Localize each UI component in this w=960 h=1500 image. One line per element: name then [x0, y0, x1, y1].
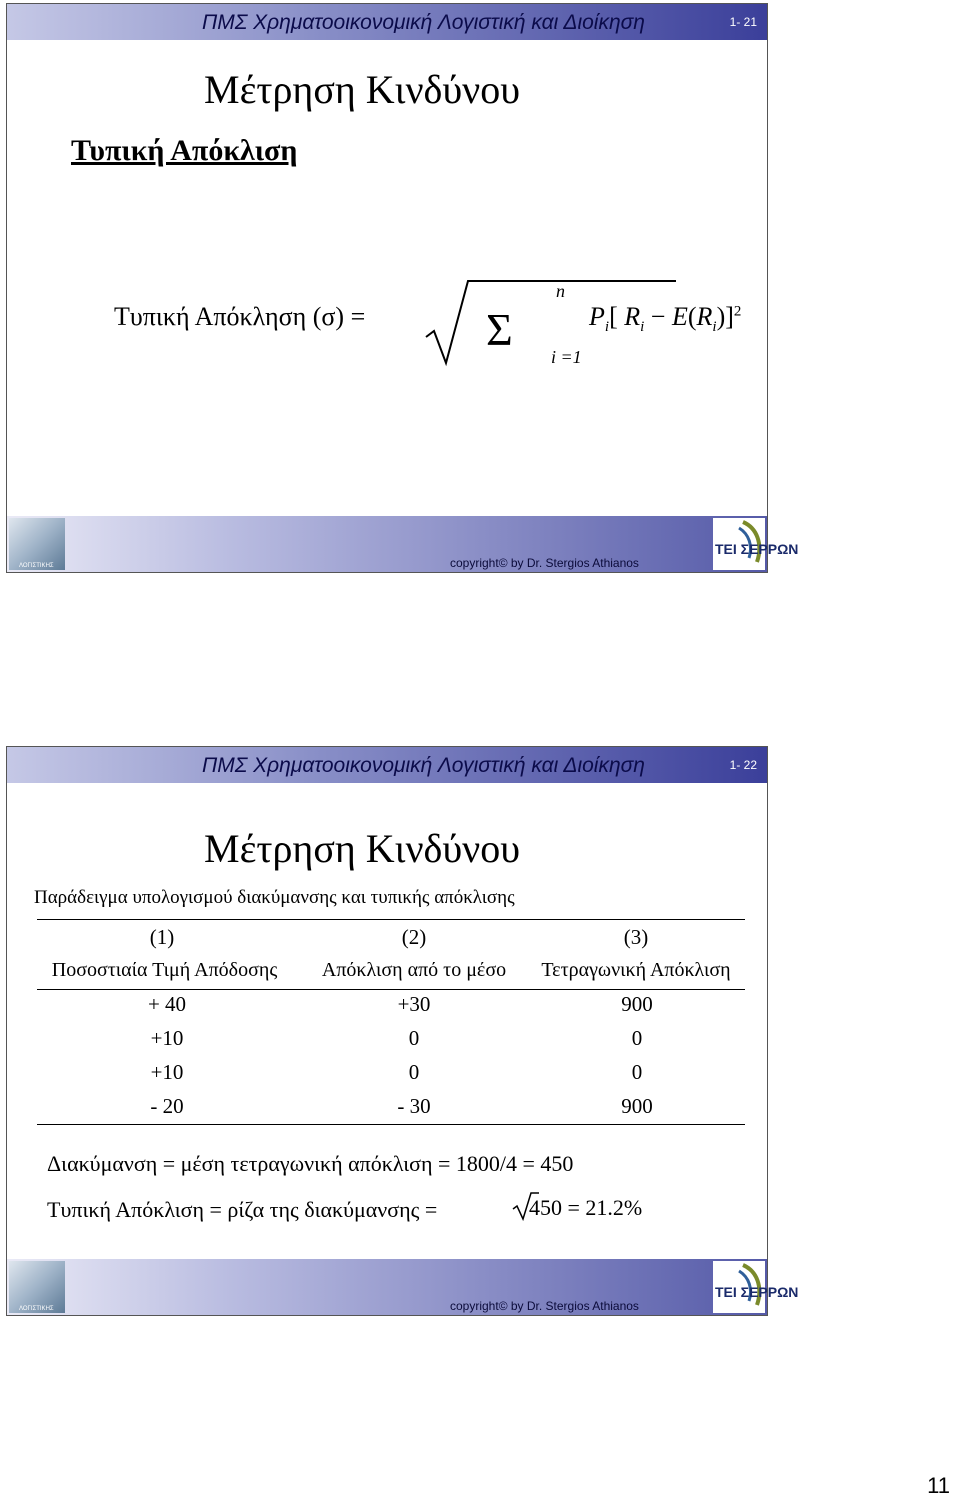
formula-body: $P_i$[ $R_i - E(R_i)]^2$: [589, 302, 742, 336]
slide-1-21: [6, 3, 799, 573]
header-rule: [37, 989, 745, 990]
slide-footer: [7, 516, 799, 572]
table-cell: 900: [621, 992, 653, 1016]
slide-number: 1- 21: [729, 15, 757, 29]
table-cell: +10: [150, 1060, 184, 1084]
slide-header: [7, 747, 767, 783]
copyright-text: copyright© by Dr. Stergios Athianos: [450, 556, 639, 570]
slide-footer: [7, 1259, 799, 1315]
standard-deviation-formula: [114, 269, 742, 379]
accounting-logo-icon: ΛΟΓΙΣΤΙΚΗΣ: [9, 1261, 65, 1313]
table-cell: +10: [150, 1026, 184, 1050]
copyright-text: copyright© by Dr. Stergios Athianos: [450, 1299, 639, 1313]
table-cell: +30: [397, 992, 431, 1016]
table-cell: - 30: [397, 1094, 431, 1118]
accounting-logo-icon: ΛΟΓΙΣΤΙΚΗΣ: [9, 518, 65, 570]
stdev-value: 450 = 21.2%: [511, 1195, 642, 1221]
column-number: (1): [149, 925, 175, 949]
svg-text:TEI ΣΕΡΡΩΝ: TEI ΣΕΡΡΩΝ: [715, 541, 799, 557]
table-cell: 0: [631, 1060, 643, 1084]
column-header: Απόκλιση από το μέσο: [321, 959, 507, 981]
column-header: Τετραγωνική Απόκλιση: [541, 959, 731, 981]
table-cell: + 40: [147, 992, 187, 1016]
slide-title: Μέτρηση Κινδύνου: [204, 826, 521, 871]
table-cell: 0: [408, 1026, 420, 1050]
tei-serres-logo-icon: [713, 518, 799, 570]
table-cell: 0: [631, 1026, 643, 1050]
example-intro: Παράδειγμα υπολογισμού διακύμανσης και τυπικής απόκλισης: [34, 887, 515, 908]
table-cell: 900: [621, 1094, 653, 1118]
header-title: ΠΜΣ Χρηματοοικονομική Λογιστική και Διοίκηση: [202, 11, 645, 34]
stdev-label: Τυπική Απόκλιση = ρίζα της διακύμανσης =: [47, 1197, 438, 1222]
svg-text:TEI ΣΕΡΡΩΝ: TEI ΣΕΡΡΩΝ: [715, 1284, 799, 1300]
sum-upper-limit: n: [556, 281, 565, 301]
page-number: 11: [927, 1473, 950, 1498]
variance-result: Διακύμανση = μέση τετραγωνική απόκλιση = 1800/4 = 450: [47, 1151, 574, 1176]
formula-label: Τυπική Απόκληση (σ) =: [114, 302, 366, 331]
subheading: Τυπική Απόκλιση: [71, 134, 298, 167]
svg-text:Σ: Σ: [486, 304, 513, 355]
header-title: ΠΜΣ Χρηματοοικονομική Λογιστική και Διοίκηση: [202, 754, 645, 777]
table-cell: - 20: [150, 1094, 184, 1118]
slide-title: Μέτρηση Κινδύνου: [204, 67, 521, 112]
column-header: Ποσοστιαία Τιμή Απόδοσης: [51, 959, 278, 981]
slide-1-22: [6, 746, 799, 1316]
slide-header: [7, 4, 767, 40]
table-top-rule: [37, 919, 745, 920]
column-number: (2): [401, 925, 427, 949]
table-bottom-rule: [37, 1124, 745, 1125]
table-cell: 0: [408, 1060, 420, 1084]
radical-sign-icon: [511, 1191, 539, 1221]
sum-lower-limit: i =1: [551, 347, 582, 367]
tei-serres-logo-icon: [713, 1261, 799, 1313]
slide-number: 1- 22: [729, 758, 757, 772]
column-number: (3): [623, 925, 649, 949]
